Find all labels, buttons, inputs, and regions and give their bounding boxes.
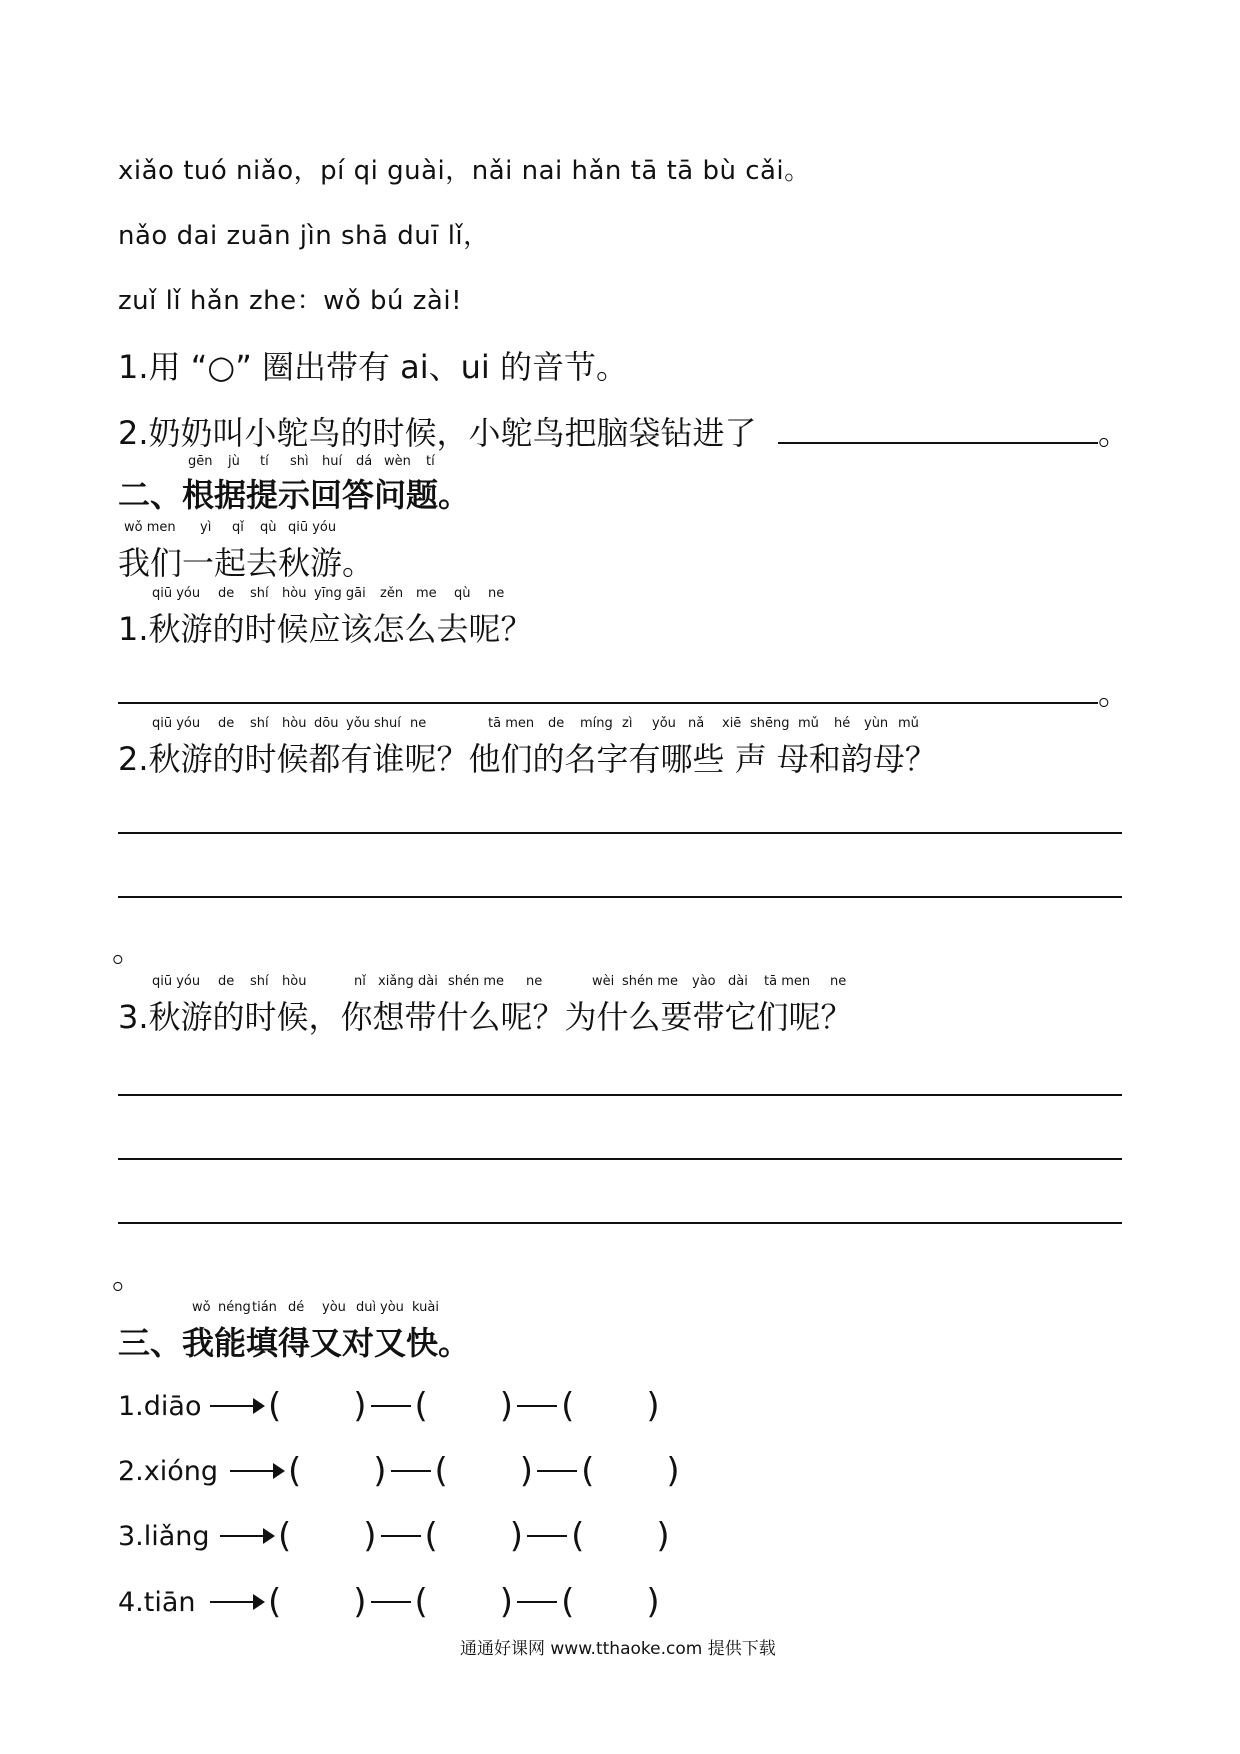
- exercise-row-3: [118, 1516, 670, 1556]
- paren: (: [581, 1451, 595, 1491]
- pinyin: qù: [454, 586, 471, 601]
- dash: [381, 1535, 421, 1537]
- exercise-row-2: [118, 1451, 680, 1491]
- pinyin: dài: [418, 974, 438, 989]
- question-2-3: 3.秋游的时候，你想带什么呢？为什么要带它们呢？: [118, 998, 853, 1036]
- poem-line-2: nǎo dai zuān jìn shā duī lǐ，: [118, 221, 490, 251]
- pinyin: tí: [260, 454, 269, 469]
- answer-line-2-2b[interactable]: [118, 896, 1122, 898]
- exercise-label: 4.tiān: [118, 1586, 196, 1618]
- pinyin: yǒu: [652, 716, 676, 731]
- pinyin: yǒu: [346, 716, 370, 731]
- pinyin: hòu: [282, 586, 307, 601]
- poem-line-1: xiǎo tuó niǎo，pí qi guài，nǎi nai hǎn tā tā bù cǎi。: [118, 156, 811, 186]
- pinyin: yì: [200, 520, 212, 535]
- arrow-icon: [220, 1535, 272, 1537]
- dash: [527, 1535, 567, 1537]
- answer-line-2-2a[interactable]: [118, 832, 1122, 834]
- period: 。: [1098, 414, 1131, 452]
- paren: (: [414, 1386, 428, 1426]
- pinyin: shí: [250, 586, 269, 601]
- question-2-2-block: [118, 716, 1018, 782]
- paren: ): [519, 1451, 534, 1491]
- pinyin: shén me: [622, 974, 679, 989]
- exercise-label: 2.xióng: [118, 1455, 219, 1487]
- poem-line-3: zuǐ lǐ hǎn zhe：wǒ bú zài!: [118, 286, 463, 316]
- pinyin: shí: [250, 716, 269, 731]
- pinyin: néng: [218, 1300, 251, 1315]
- dash: [391, 1470, 431, 1472]
- arrow-icon: [230, 1470, 282, 1472]
- question-2-2: 2.秋游的时候都有谁呢？他们的名字有哪些 声 母和韵母？: [118, 740, 937, 778]
- paren: ): [509, 1516, 524, 1556]
- dash: [517, 1601, 557, 1603]
- answer-line-2-3b[interactable]: [118, 1158, 1122, 1160]
- pinyin: de: [548, 716, 565, 731]
- pinyin: tí: [426, 454, 435, 469]
- pinyin: wǒ men: [124, 520, 176, 535]
- pinyin: duì: [356, 1300, 377, 1315]
- dash: [537, 1470, 577, 1472]
- paren: ): [353, 1386, 367, 1426]
- paren: ): [373, 1451, 387, 1491]
- pinyin: shēng: [750, 716, 790, 731]
- pinyin: nǐ: [354, 974, 366, 989]
- pinyin: dá: [356, 454, 373, 469]
- pinyin: mǔ: [898, 716, 919, 731]
- paren: ): [646, 1386, 660, 1426]
- intro-block: [118, 520, 518, 586]
- exercise-label: 3.liǎng: [118, 1520, 210, 1552]
- period: 。: [112, 931, 145, 969]
- pinyin: de: [218, 974, 235, 989]
- pinyin: de: [218, 586, 235, 601]
- period: 。: [112, 1258, 145, 1296]
- answer-line-2-3a[interactable]: [118, 1094, 1122, 1096]
- pinyin: hòu: [282, 716, 307, 731]
- pinyin: míng: [580, 716, 613, 731]
- pinyin: me: [416, 586, 437, 601]
- exercise-row-4: [118, 1582, 660, 1622]
- pinyin: wǒ: [192, 1300, 211, 1315]
- pinyin: qǐ: [232, 520, 244, 535]
- dash: [371, 1405, 411, 1407]
- pinyin: de: [218, 716, 235, 731]
- paren: ): [499, 1386, 514, 1426]
- pinyin: xiē: [722, 716, 742, 731]
- pinyin: qiū yóu: [152, 586, 201, 601]
- paren: (: [571, 1516, 585, 1556]
- question-1-2: 2.奶奶叫小鸵鸟的时候，小鸵鸟把脑袋钻进了: [118, 414, 757, 452]
- paren: (: [288, 1451, 302, 1491]
- pinyin: kuài: [412, 1300, 439, 1315]
- paren: ): [646, 1582, 660, 1622]
- dash: [371, 1601, 411, 1603]
- paren: ): [499, 1582, 514, 1622]
- section-3-heading-block: [118, 1300, 518, 1366]
- pinyin: zěn: [380, 586, 404, 601]
- pinyin: ne: [830, 974, 847, 989]
- paren: ): [656, 1516, 670, 1556]
- period: 。: [1098, 674, 1131, 712]
- paren: (: [561, 1582, 575, 1622]
- pinyin: jù: [228, 454, 240, 469]
- pinyin: yùn: [864, 716, 889, 731]
- pinyin: shì: [290, 454, 309, 469]
- pinyin: qiū yóu: [152, 974, 201, 989]
- question-2-1: 1.秋游的时候应该怎么去呢？: [118, 610, 533, 648]
- paren: (: [268, 1582, 282, 1622]
- paren: (: [434, 1451, 448, 1491]
- pinyin: shí: [250, 974, 269, 989]
- paren: (: [424, 1516, 438, 1556]
- pinyin: dài: [728, 974, 748, 989]
- arrow-icon: [210, 1601, 262, 1603]
- paren: (: [561, 1386, 575, 1426]
- section-2-heading-block: [118, 454, 518, 520]
- pinyin: nǎ: [688, 716, 705, 731]
- question-2-1-block: [118, 586, 618, 652]
- paren: ): [666, 1451, 680, 1491]
- footer-text: 通通好课网 www.tthaoke.com 提供下载: [460, 1639, 776, 1659]
- pinyin: shén me: [448, 974, 505, 989]
- pinyin: yào: [692, 974, 716, 989]
- pinyin: huí: [322, 454, 343, 469]
- pinyin: tā men: [764, 974, 811, 989]
- answer-line-2-3c[interactable]: [118, 1222, 1122, 1224]
- pinyin: qiū yóu: [288, 520, 337, 535]
- arrow-icon: [210, 1405, 262, 1407]
- paren: ): [353, 1582, 367, 1622]
- pinyin: xiǎng: [378, 974, 414, 989]
- pinyin: wèn: [384, 454, 411, 469]
- paren: (: [278, 1516, 292, 1556]
- section-2-title: 二、根据提示回答问题。: [118, 476, 471, 514]
- pinyin: hòu: [282, 974, 307, 989]
- question-2-3-block: [118, 974, 1018, 1040]
- paren: (: [268, 1386, 282, 1426]
- pinyin: gēn: [188, 454, 213, 469]
- question-1-1: 1.用 “○” 圈出带有 ai、ui 的音节。: [118, 348, 628, 386]
- pinyin: tián: [252, 1300, 277, 1315]
- pinyin: shuí: [374, 716, 401, 731]
- pinyin: zì: [622, 716, 633, 731]
- pinyin: dōu: [314, 716, 339, 731]
- answer-line-2-1[interactable]: [118, 702, 1098, 704]
- section-3-title: 三、我能填得又对又快。: [118, 1324, 471, 1362]
- exercise-label: 1.diāo: [118, 1390, 202, 1422]
- paren: ): [363, 1516, 377, 1556]
- dash: [517, 1405, 557, 1407]
- pinyin: ne: [410, 716, 427, 731]
- pinyin: mǔ: [798, 716, 819, 731]
- exercise-row-1: [118, 1386, 660, 1426]
- pinyin: qiū yóu: [152, 716, 201, 731]
- paren: (: [414, 1582, 428, 1622]
- pinyin: tā men: [488, 716, 535, 731]
- pinyin: ne: [526, 974, 543, 989]
- answer-line-1-2[interactable]: [778, 442, 1098, 444]
- pinyin: wèi: [592, 974, 615, 989]
- pinyin: yòu: [380, 1300, 404, 1315]
- pinyin: hé: [834, 716, 851, 731]
- intro-text: 我们一起去秋游。: [118, 544, 375, 582]
- pinyin: yīng gāi: [314, 586, 366, 601]
- pinyin: dé: [288, 1300, 305, 1315]
- pinyin: yòu: [322, 1300, 346, 1315]
- pinyin: ne: [488, 586, 505, 601]
- pinyin: qù: [260, 520, 277, 535]
